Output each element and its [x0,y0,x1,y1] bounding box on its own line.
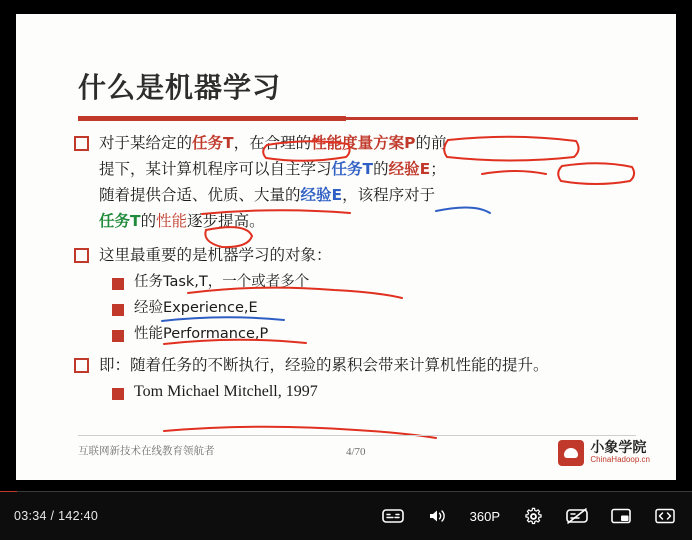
hollow-square-icon [74,358,89,373]
slide-body [74,130,644,406]
fullscreen-icon[interactable] [654,505,676,527]
filled-square-icon [112,278,124,290]
bullet-1-text: 对于某给定的任务T，在合理的性能度量方案P的前 提下，某计算机程序可以自主学习任务T的经验E； 随着提供合适、优质、大量的经验E，该程序对于 任务T的性能逐步提高。 [99,134,447,230]
elephant-logo-icon [558,440,584,466]
logo-text [590,441,650,465]
settings-gear-icon[interactable] [522,505,544,527]
filled-square-icon [112,304,124,316]
subtitles-icon[interactable] [382,505,404,527]
bullet-2-text: 这里最重要的是机器学习的对象： [99,246,332,264]
letterbox-left [0,0,16,492]
filled-square-icon [112,388,124,400]
sub-item-performance: 性能Performance,P [134,326,269,342]
sub-item-experience: 经验Experience,E [134,300,258,316]
footer-divider [78,435,636,436]
danmaku-off-icon[interactable] [566,505,588,527]
time-display: 03:34 / 142:40 [14,509,99,523]
list-item [74,242,644,268]
slide-footer-tagline: 互联网新技术在线教育领航者 [78,445,215,457]
title-underline-accent [78,116,346,121]
bullet-3-text: 即：随着任务的不断执行，经验的累积会带来计算机性能的提升。 [99,356,549,374]
quality-selector[interactable]: 360P [469,508,500,524]
list-item [112,296,644,320]
logo-name-en: ChinaHadoop.cn [590,455,650,465]
logo-name-cn: 小象学院 [590,439,647,456]
picture-in-picture-icon[interactable] [610,505,632,527]
volume-icon[interactable] [426,505,448,527]
list-item [74,130,644,234]
sub-item-citation: Tom Michael Mitchell, 1997 [134,383,318,400]
sub-item-task: 任务Task,T，一个或者多个 [134,274,310,290]
list-item [112,270,644,294]
controls-right-group [382,505,676,527]
list-item [112,380,644,404]
player-controls [0,492,692,540]
slide-page-number: 4/70 [346,446,366,458]
page-title: 什么是机器学习 [78,71,282,104]
brand-logo [558,440,650,466]
letterbox-right [676,0,692,492]
list-item [74,352,644,378]
filled-square-icon [112,330,124,342]
hollow-square-icon [74,248,89,263]
presentation-slide [16,14,676,480]
list-item [112,322,644,346]
hollow-square-icon [74,136,89,151]
